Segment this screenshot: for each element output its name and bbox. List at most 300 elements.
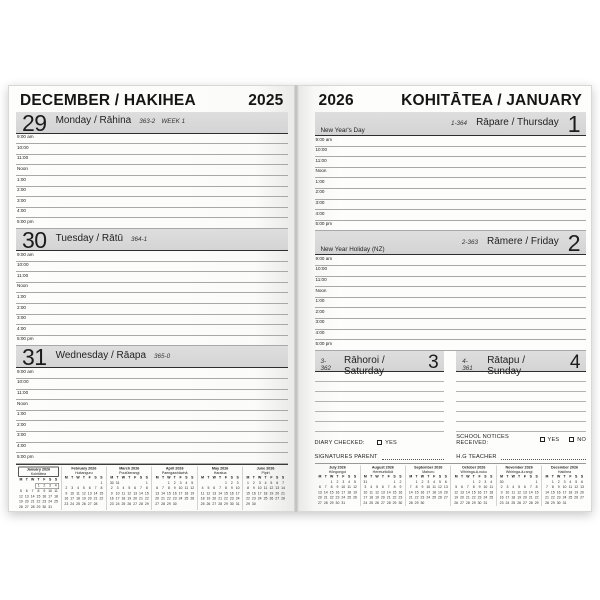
time-slot [16,400,288,411]
calendar-day: 24 [562,496,566,500]
ruled-line [315,422,445,432]
calendar-day [352,501,358,506]
calendar-day: 1 [551,480,554,484]
mini-calendar-header [63,466,104,475]
time-label: 4:00 [315,330,325,335]
weekday-letter: S [139,475,143,480]
day-of-year: 365-0 [154,352,171,360]
time-slot [315,136,587,147]
mini-calendar-month: February 2026 [71,465,97,471]
calendar-day: 8 [393,485,396,489]
time-label: 11:00 [17,155,29,161]
calendar-day: 14 [323,490,328,495]
ruled-line [456,392,586,402]
calendar-day: 16 [64,496,69,501]
ruled-line [315,412,445,422]
day-name: Rāmere / Friday [487,235,559,247]
calendar-day: 28 [323,501,328,505]
time-slot [315,340,587,351]
mini-calendar-month: October 2026 [461,465,485,470]
weekday-letter: F [270,475,273,480]
calendar-day: 1 [330,480,333,484]
calendar-day: 24 [340,496,345,500]
calendar-day: 21 [30,499,35,504]
calendar-day: 27 [275,496,280,501]
day-number: 29 [22,109,47,136]
time-slot [315,308,587,319]
calendar-day: 19 [437,490,442,495]
parent-signature-label: SIGNATURES PARENT [314,453,378,460]
calendar-day: 11 [184,486,189,490]
time-label: 9:00 am [315,136,333,142]
calendar-day: 3 [363,485,366,489]
mini-calendar-header [498,466,539,475]
weekday-letter: M [110,475,114,480]
mini-calendar-month: July 2026 [328,465,346,470]
mini-calendar-header [109,466,150,475]
day-header [16,109,288,136]
calendar-day: 30 [397,501,402,505]
time-label: Noon [315,287,327,293]
left-days [16,109,288,464]
calendar-day: 28 [93,501,98,506]
calendar-day: 26 [374,501,379,505]
mini-calendar [243,466,287,510]
left-month-header [16,86,288,112]
calendar-day: 3 [563,480,565,484]
calendar-day: 12 [81,491,86,495]
calendar-day: 13 [133,491,138,495]
weekday-letter: W [258,475,262,480]
time-slot [16,262,288,273]
time-slot [16,134,288,145]
calendar-day: 19 [453,496,458,500]
calendar-day: 8 [145,486,148,490]
day-number: 31 [22,344,47,371]
calendar-day: 26 [352,496,357,500]
calendar-day: 7 [466,485,469,489]
calendar-day: 13 [155,491,160,495]
time-label: 1:00 [315,178,325,184]
calendar-day: 18 [567,490,572,495]
time-slot [16,283,288,294]
calendar-day: 20 [459,496,464,500]
left-year: 2025 [248,91,284,109]
calendar-day: 30 [335,501,339,505]
calendar-day [579,501,585,506]
calendar-day: 17 [505,496,509,500]
calendar-day: 10 [115,491,120,495]
weekday-letter: W [30,477,35,482]
mini-calendar-grid [245,475,286,507]
calendar-day: 8 [224,486,227,490]
calendar-day [442,501,448,506]
calendar-day: 16 [335,490,339,495]
calendar-day: 11 [431,485,436,489]
calendar-day: 25 [368,501,373,505]
calendar-day: 6 [580,480,583,484]
mini-calendar-maori: Poutūterangi [119,469,140,475]
calendar-day: 13 [443,485,448,489]
calendar-day: 14 [218,491,223,495]
calendar-day: 30 [420,501,424,505]
calendar-day: 24 [425,496,430,500]
right-month-header [315,86,587,112]
mini-calendar-month: December 2026 [550,465,578,470]
weekday-letter: T [25,477,28,482]
mini-calendar [16,466,61,510]
calendar-day [98,501,104,506]
day-section [315,112,587,231]
calendar-day: 12 [19,494,23,498]
mini-calendar-maori: Whiringa-ā-nuku [460,469,487,474]
calendar-day: 21 [386,496,391,500]
day-section [315,231,587,350]
calendar-day: 3 [179,480,182,485]
calendar-day: 26 [453,501,458,505]
mini-calendar-header [407,466,448,475]
calendar-day: 21 [218,496,223,501]
time-slot [16,411,288,422]
calendar-day: 7 [545,485,548,489]
calendar-day: 24 [482,496,487,500]
time-slot [16,421,288,432]
calendar-day: 12 [453,490,458,495]
calendar-day: 18 [431,490,436,495]
calendar-day: 17 [340,490,345,495]
calendar-day: 14 [528,490,533,495]
calendar-day: 21 [161,496,165,501]
weekday-letter: F [523,475,526,479]
calendar-day: 14 [465,490,470,495]
time-label: 3:00 [315,200,325,206]
time-label: 4:00 [17,325,26,331]
day-of-year: 4-361 [462,358,473,373]
calendar-day: 25 [76,501,80,506]
mini-calendar-grid [317,475,358,507]
mini-calendar-maori: Paengawhāwhā [161,469,188,475]
calendar-day: 6 [213,486,216,490]
calendar-day: 4 [122,486,125,490]
calendar-day: 17 [235,491,240,495]
calendar-day: 7 [219,486,222,490]
calendar-day: 14 [139,491,143,495]
calendar-day: 5 [454,485,457,489]
weekday-letter: S [398,475,402,479]
calendar-day: 24 [257,496,262,501]
weekday-letter: S [48,477,52,482]
calendar-day: 3 [71,486,74,490]
calendar-day: 17 [178,491,183,495]
time-slot [16,304,288,315]
time-label: 2:00 [17,187,26,193]
weekday-letter: M [155,475,159,480]
calendar-day: 10 [505,490,509,495]
weekday-letter: W [167,475,171,480]
calendar-day: 20 [579,490,584,495]
calendar-day: 3 [49,483,52,487]
calendar-day: 28 [544,501,549,505]
calendar-day: 16 [172,491,177,495]
calendar-day: 10 [340,485,345,489]
calendar-day: 14 [281,486,285,490]
weekday-letter: S [191,475,194,480]
calendar-day: 18 [76,496,80,501]
weekday-letter: W [374,475,379,479]
time-label: 11:00 [17,272,29,278]
weekday-letter: S [185,475,188,480]
calendar-day: 27 [24,504,29,509]
time-label: 9:00 am [315,255,333,261]
calendar-day: 2 [43,483,46,487]
calendar-day: 5 [438,480,441,484]
calendar-day: 11 [121,491,126,495]
calendar-day: 9 [420,485,423,489]
mini-calendar-month: April 2026 [165,465,184,471]
calendar-day: 24 [362,501,367,505]
calendar-day: 15 [329,490,334,495]
notices-yes-checkbox [540,437,545,443]
calendar-day: 2 [420,480,423,484]
weekday-letter: F [43,477,46,482]
time-label: Noon [17,400,28,406]
calendar-day: 11 [346,485,351,489]
calendar-strip-inner [16,465,288,510]
diary-spread [8,85,592,512]
calendar-day: 8 [535,485,538,489]
time-slot [315,189,587,200]
mini-calendar-month: March 2026 [119,465,140,471]
calendar-day: 15 [166,491,171,495]
calendar-day: 22 [471,496,476,500]
calendar-day: 15 [534,490,539,495]
time-label: 4:00 [17,443,26,449]
right-month-title: KOHITĀTEA / JANUARY [401,92,582,109]
time-slot [315,168,587,179]
calendar-day: 2 [110,486,113,490]
calendar-day: 4 [568,480,571,484]
calendar-day: 19 [374,496,379,500]
weekday-letter: T [324,475,327,479]
right-page [299,85,593,512]
calendar-day [567,501,573,506]
calendar-day: 31 [340,501,345,505]
calendar-day: 15 [550,490,555,495]
calendar-day: 7 [31,489,34,493]
weekday-letter: F [477,475,481,479]
calendar-day: 17 [562,490,566,495]
calendar-day: 6 [318,485,321,489]
calendar-day: 19 [19,499,23,504]
calendar-day: 7 [324,485,327,489]
mini-calendar-maori: Pipiri [261,469,270,475]
calendar-day: 20 [380,496,385,500]
calendar-day: 31 [235,501,240,506]
mini-calendar-grid [407,475,448,507]
calendar-day: 28 [218,501,223,506]
weekday-letter: W [329,475,333,479]
mini-calendar-maori: Hereturikōkā [372,469,393,474]
calendar-day: 10 [257,486,262,490]
calendar-day: 2 [230,480,233,485]
mini-calendar-maori: Hakihea [557,469,571,474]
calendar-day: 11 [510,490,515,495]
calendar-day: 6 [156,486,159,490]
calendar-day: 30 [556,501,561,505]
calendar-day: 26 [437,496,442,500]
mini-calendar-month: November 2026 [504,465,533,470]
mini-calendar [107,466,152,510]
calendar-day: 10 [425,485,430,489]
calendar-day: 12 [352,485,357,489]
calendar-day: 30 [229,501,234,506]
weekday-letter: S [276,475,279,480]
calendar-day: 24 [235,496,240,501]
weekday-letter: T [335,475,339,479]
calendar-day: 9 [173,486,176,490]
calendar-strip-inner [315,464,587,506]
mini-calendar-grid [154,475,195,507]
calendar-day: 23 [335,496,339,500]
calendar-day: 22 [392,496,396,500]
calendar-day: 16 [229,491,234,495]
calendar-day: 29 [224,501,228,506]
mini-calendar [360,466,405,507]
calendar-day: 31 [115,480,120,485]
calendar-day: 29 [392,501,396,505]
time-label: 3:00 [17,432,26,438]
calendar-day: 12 [127,491,132,495]
calendar-day: 13 [212,491,217,495]
time-label: 4:00 [315,210,325,216]
weekday-letter: S [353,475,356,479]
day-of-year: 2-363 [461,238,479,246]
calendar-day: 26 [190,496,195,501]
ruled-line [456,412,586,422]
mini-calendar-maori: Whiringa-ā-rangi [505,469,532,474]
weekday-letter: S [438,475,441,479]
mini-calendar-maori: Mahuru [421,469,434,474]
weekday-letter: M [246,475,250,480]
day-header [315,231,587,255]
weekday-letter: F [224,475,228,480]
calendar-day: 22 [36,499,41,504]
ruled-line [315,392,445,402]
ruled-line [315,382,445,392]
calendar-day: 27 [317,501,322,505]
time-slot [315,178,587,189]
calendar-day: 6 [25,489,28,493]
calendar-day: 28 [30,504,35,509]
calendar-day: 29 [144,501,149,506]
calendar-day: 26 [269,496,274,501]
calendar-day: 4 [264,480,267,485]
time-slot [315,157,587,168]
weekday-letter: T [264,475,267,480]
calendar-day: 23 [109,501,114,506]
weekday-letter: T [381,475,384,479]
time-label: Noon [315,168,327,174]
calendar-day: 14 [30,494,35,498]
calendar-day: 18 [184,491,189,495]
mini-calendar-grid [18,477,59,510]
calendar-day: 3 [236,480,239,485]
calendar-day: 11 [76,491,80,495]
calendar-day: 28 [281,496,285,501]
calendar-day: 10 [70,491,75,495]
weekday-letter: F [88,475,91,480]
weekday-letter: F [179,475,182,480]
calendar-day: 14 [544,490,549,495]
checks-row [315,432,587,449]
calendar-day: 20 [155,496,160,501]
weekend-row [315,351,587,432]
calendar-day: 16 [499,496,503,500]
time-slot [16,144,288,155]
signatures-row [315,449,587,463]
calendar-day: 11 [488,485,493,489]
calendar-day [573,501,579,506]
calendar-day [189,501,195,506]
calendar-day: 19 [516,496,521,500]
weekday-letter: M [64,475,68,480]
calendar-day: 29 [414,501,419,505]
parent-signature-line [382,456,445,460]
calendar-day: 2 [173,480,176,485]
time-slot [315,200,587,211]
calendar-day: 26 [19,504,23,509]
calendar-day: 1 [145,480,148,485]
time-slot [315,255,587,266]
calendar-day: 9 [230,486,233,490]
time-slot [16,315,288,326]
time-slot [315,287,587,298]
calendar-day: 30 [172,501,177,506]
time-slot [315,277,587,288]
time-label: 9:00 am [17,134,34,140]
calendar-day: 22 [144,496,149,501]
weekend-column [315,351,445,432]
calendar-day: 24 [505,501,509,505]
day-of-year: 364-1 [131,235,148,243]
weekday-letter: S [483,475,487,479]
weekday-letter: M [545,475,548,479]
calendar-day: 30 [477,501,481,505]
time-label: 4:00 [17,208,26,214]
mini-calendar-header [200,466,241,475]
weekday-letter: M [201,475,205,480]
calendar-day: 7 [94,486,97,490]
weekday-letter: T [128,475,131,480]
calendar-day: 4 [77,486,79,490]
time-label: 3:00 [17,315,26,321]
time-label: 2:00 [17,304,26,310]
calendar-day: 23 [477,496,481,500]
weekday-letter: W [556,475,560,479]
weekday-letter: T [562,475,566,479]
day-of-year: 1-364 [450,119,468,127]
calendar-day: 18 [346,490,351,495]
school-notices-label: SCHOOL NOTICES RECEIVED: [456,433,509,446]
calendar-day: 28 [528,501,533,505]
calendar-day: 6 [88,486,91,490]
calendar-day: 7 [162,486,164,490]
weekday-letter: T [82,475,85,480]
calendar-day: 14 [386,490,391,495]
weekday-letter: F [341,475,344,479]
notices-no-label: NO [577,436,586,443]
calendar-day: 6 [523,485,526,489]
